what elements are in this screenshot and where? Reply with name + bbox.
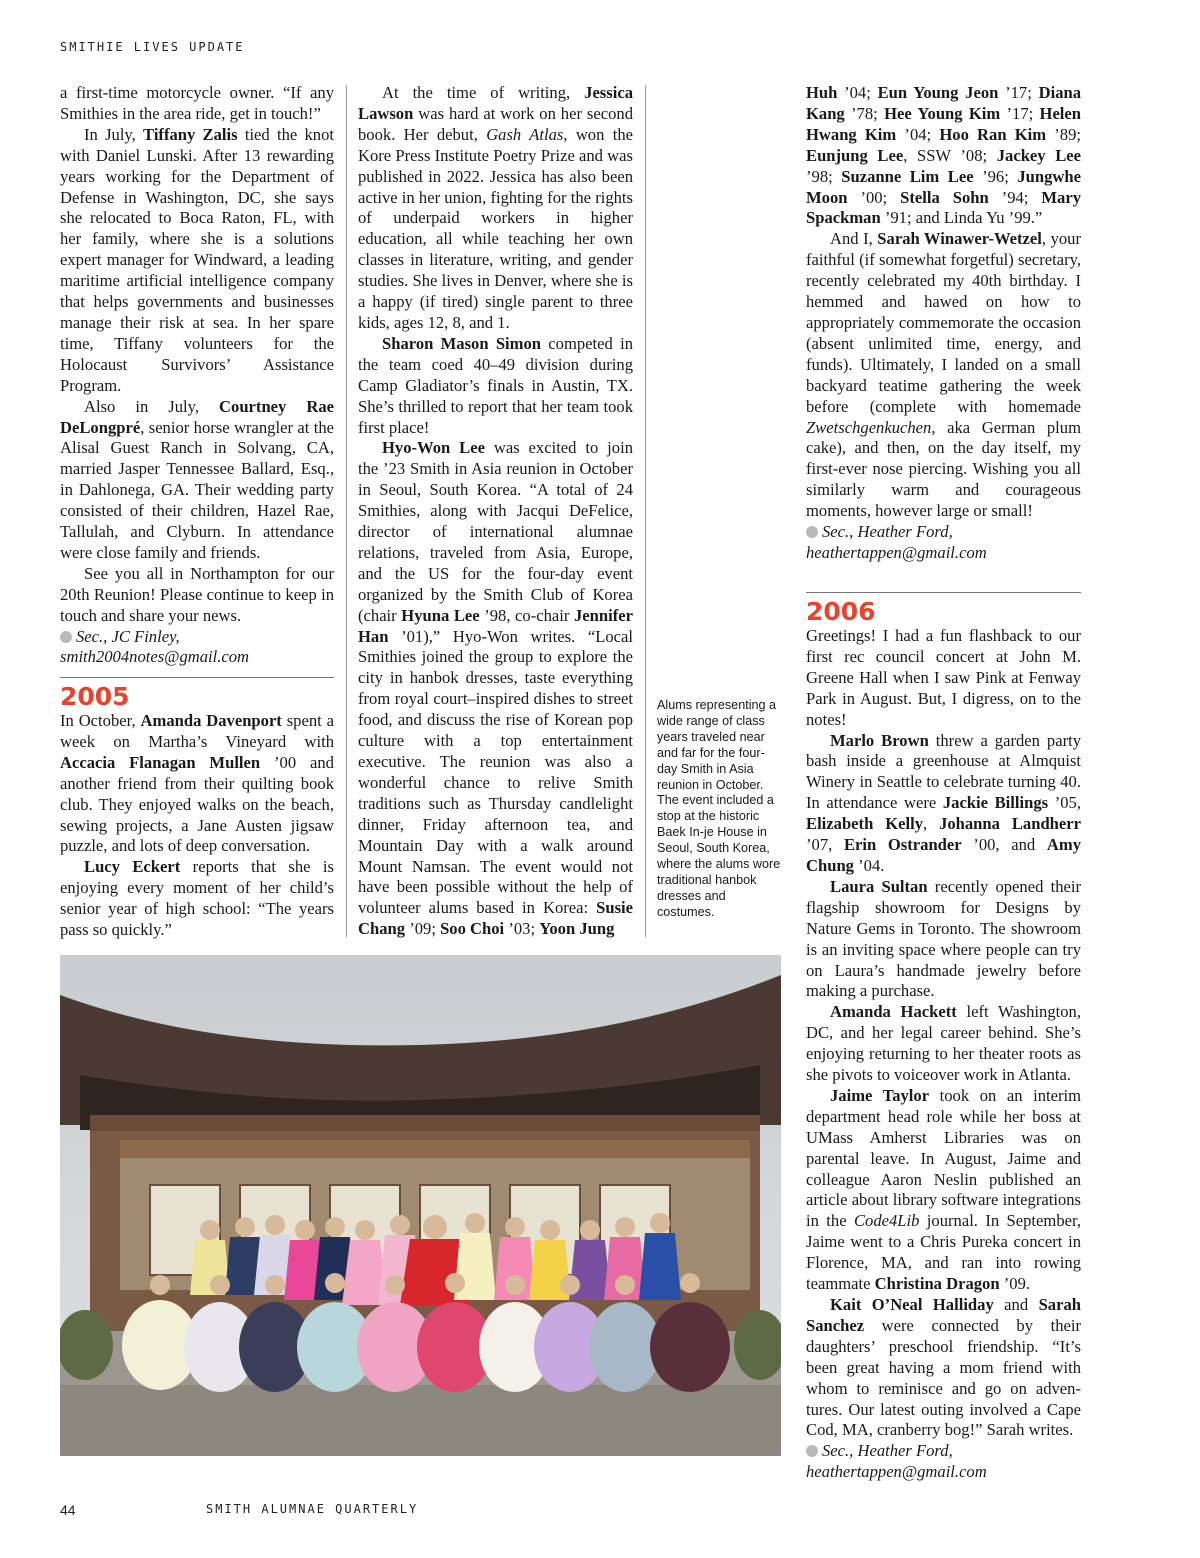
paragraph: In October, Amanda Davenport spent a week on Martha’s Vineyard with Accacia Flanagan Mullen ’00 and another friend from their quilting book club. They enjoyed walks on the beach, sewing projects, a Jane Austen jigsaw puzzle, and lots of deep conversation. — [60, 711, 334, 856]
person-name: Accacia Flanagan Mullen — [60, 752, 261, 772]
person-name: Amanda Davenport — [140, 711, 282, 730]
book-title: Gash Atlas — [486, 124, 564, 144]
person-name: Kait O’Neal Halliday — [830, 1295, 994, 1314]
person-name: Jaime Taylor — [830, 1085, 930, 1105]
secretary-signature: Sec., Heather Ford, heathertappen@gmail.com — [806, 522, 987, 562]
paragraph: And I, Sarah Winawer-Wetzel, your faithful (if somewhat forgetful) secretary, recently celebrated my 40th birthday. I hemmed and hawed on how to appropriately commemorate the occasion (absent unlimited time, energy, and funds). Ultimately, I landed on a small backyard teatime gathering the week before (complete with homemade Zwetschgenkuchen, aka German plum cake), and then, on the day itself, my first-ever nose piercing. Wishing you all similarly warm and courageous moments, however large or small! — [806, 229, 1081, 521]
column-3 — [806, 83, 1081, 564]
column-3-2006 — [806, 598, 1081, 1483]
column-divider — [645, 85, 646, 937]
section-divider — [806, 592, 1081, 593]
column-1-2005 — [60, 683, 334, 941]
paragraph: Hyo-Won Lee was excited to join the ’23 Smith in Asia reunion in October in Seoul, South Korea. “A total of 24 Smithies, along with Jacqui DeFelice, director of international alumnae relations, traveled from Asia, Europe, and the US for the four-day event organized by the Smith Club of Korea (chair Hyuna Lee ’98, co-chair Jennifer Han ’01),” Hyo-Won writes. “Local Smithies joined the group to explore the city in hanbok dresses, taste everything from royal court–inspired dishes to street food, and discuss the rise of Korean pop culture with a top entertainment executive. The reunion was also a wonderful chance to relive Smith traditions such as Thursday candlelight dinner, Friday afternoon tea, and Mountain Day with a walk around Mount Namsan. The event would not have been possible without the help of volunteer alums based in Korea: Susie Chang ’09; Soo Choi ’03; Yoon Jung — [358, 438, 633, 939]
person-name: Sarah Winawer-Wetzel — [877, 229, 1042, 249]
paragraph: a first-time motorcycle owner. “If any Smithies in the area ride, get in touch!” — [60, 83, 334, 123]
paragraph: Huh ’04; Eun Young Jeon ’17; Diana Kang ’78; Hee Young Kim ’17; Helen Hwang Kim ’04; Hoo Ran Kim ’89; Eunjung Lee, SSW ’08; Jackey Lee ’98; Suzanne Lim Lee ’96; Jungwhe Moon ’00; Stella Sohn ’94; Mary Spackman ’91; and Linda Yu ’99.” — [806, 83, 1082, 228]
person-name: Hyo-Won Lee — [382, 438, 485, 458]
reunion-photo — [60, 955, 781, 1456]
paragraph: Lucy Eckert reports that she is enjoying every moment of her child’s senior year of high school: “The years pass so quickly.” — [60, 857, 334, 940]
column-1 — [60, 83, 334, 668]
secretary-signature: Sec., Heather Ford, heathertappen@gmail.com — [806, 1441, 987, 1482]
paragraph: Sharon Mason Simon competed in the team coed 40–49 division during Camp Gladiator’s finals in Austin, TX. She’s thrilled to report that her team took first place! — [358, 333, 633, 437]
paragraph: Kait O’Neal Halliday and Sarah Sanchez were connected by their daughters’ preschool friendship. “It’s been great having a mom friend with whom to reminisce and go on adventures. Our latest outing involved a Cape Cod, MA, cranberry bog!” Sarah writes. — [806, 1295, 1081, 1440]
paragraph: In July, Tiffany Zalis tied the knot with Daniel Lunski. After 13 rewarding years working for the Department of Defense in Washington, DC, she says she relocated to Boca Raton, FL, with her family, where she is a solutions expert manager for Windward, a leading maritime artificial intelligence company that helps governments and businesses manage their risk at sea. In her spare time, Tiffany volunteers for the Holocaust Survivors’ Assistance Program. — [60, 124, 334, 395]
publication-title: SMITH ALUMNAE QUARTERLY — [206, 1502, 419, 1516]
paragraph: See you all in Northampton for our 20th Reunion! Please continue to keep in touch and share your news. — [60, 563, 334, 625]
email-link[interactable]: heathertappen@gmail.com — [806, 542, 987, 562]
email-link[interactable]: smith2004notes@gmail.com — [60, 647, 250, 667]
secretary-signature: Sec., JC Finley, smith2004notes@gmail.com — [60, 626, 250, 667]
page-number: 44 — [60, 1502, 76, 1518]
person-name: Laura Sultan — [830, 876, 928, 896]
class-year-heading: 2006 — [806, 597, 876, 626]
running-head: SMITHIE LIVES UPDATE — [60, 40, 245, 54]
bullet-dot-icon — [60, 631, 72, 643]
paragraph: Laura Sultan recently opened their flagship showroom for Designs by Nature Gems in Toronto. The showroom is an inviting space where people can try on Laura’s handmade jewelry before making a purchase. — [806, 876, 1081, 1001]
paragraph: At the time of writing, Jessica Lawson was hard at work on her second book. Her debut, Gash Atlas, won the Kore Press Institute Poetry Prize and was published in 2022. Jessica has also been active in her union, fighting for the rights of underpaid workers in higher education, all while teaching her own classes in literature, writing, and gender studies. She lives in Denver, where she is a happy (if tired) single parent to three kids, ages 12, 8, and 1. — [358, 83, 633, 332]
person-name: Tiffany Zalis — [143, 124, 238, 144]
class-year-heading: 2005 — [60, 682, 130, 711]
paragraph: Also in July, Courtney Rae DeLongpré, senior horse wrangler at the Alisal Guest Ranch in Solvang, CA, married Jasper Tennessee Ballard, Esq., in Dahlonega, GA. Their wedding party consisted of their children, Hazel Rae, Tallulah, and Clyburn. In attendance were close family and friends. — [60, 396, 334, 562]
person-name: Sharon Mason Simon — [382, 333, 542, 353]
bullet-dot-icon — [806, 1445, 818, 1457]
paragraph: Greetings! I had a fun flashback to our first rec council concert at John M. Greene Hall when I saw Pink at Fenway Park in August. But, I digress, on to the notes! — [806, 626, 1081, 729]
section-divider — [60, 677, 334, 678]
person-name: Amanda Hackett — [830, 1002, 957, 1022]
email-link[interactable]: heathertappen@gmail.com — [806, 1462, 987, 1482]
person-name: Sarah Sanchez — [806, 1295, 1081, 1335]
bullet-dot-icon — [806, 526, 818, 538]
column-divider — [346, 85, 347, 937]
paragraph: Marlo Brown threw a garden party bash inside a greenhouse at Almquist Winery in Seattle to celebrate turning 40. In attendance were Jackie Billings ’05, Elizabeth Kelly, Johanna Landherr ’07, Erin Ostrander ’00, and Amy Chung ’04. — [806, 730, 1082, 875]
paragraph: Amanda Hackett left Washington, DC, and her legal career behind. She’s enjoying returning to her theater roots as she pivots to voiceover work in Atlanta. — [806, 1002, 1081, 1085]
column-2 — [358, 83, 633, 940]
paragraph: Jaime Taylor took on an interim department head role while her boss at UMass Amherst Libraries was on parental leave. In August, Jaime and colleague Aaron Neslin published an article about library software integrations in the Code4Lib journal. In September, Jaime went to a Chris Pureka concert in Florence, MA, and ran into rowing teammate Christina Dragon ’09. — [806, 1085, 1082, 1294]
person-name: Lucy Eckert — [84, 857, 181, 877]
person-name: Jessica Lawson — [358, 83, 633, 123]
photo-caption: Alums representing a wide range of class years traveled near and far for the four-day Smith in Asia reunion in October. The event included a stop at the historic Baek In-je House in Seoul, South Korea, where the alums wore traditional hanbok dresses and costumes. — [657, 698, 781, 919]
person-name: Courtney Rae DeLongpré — [60, 396, 334, 437]
person-name: Marlo Brown — [830, 730, 929, 750]
